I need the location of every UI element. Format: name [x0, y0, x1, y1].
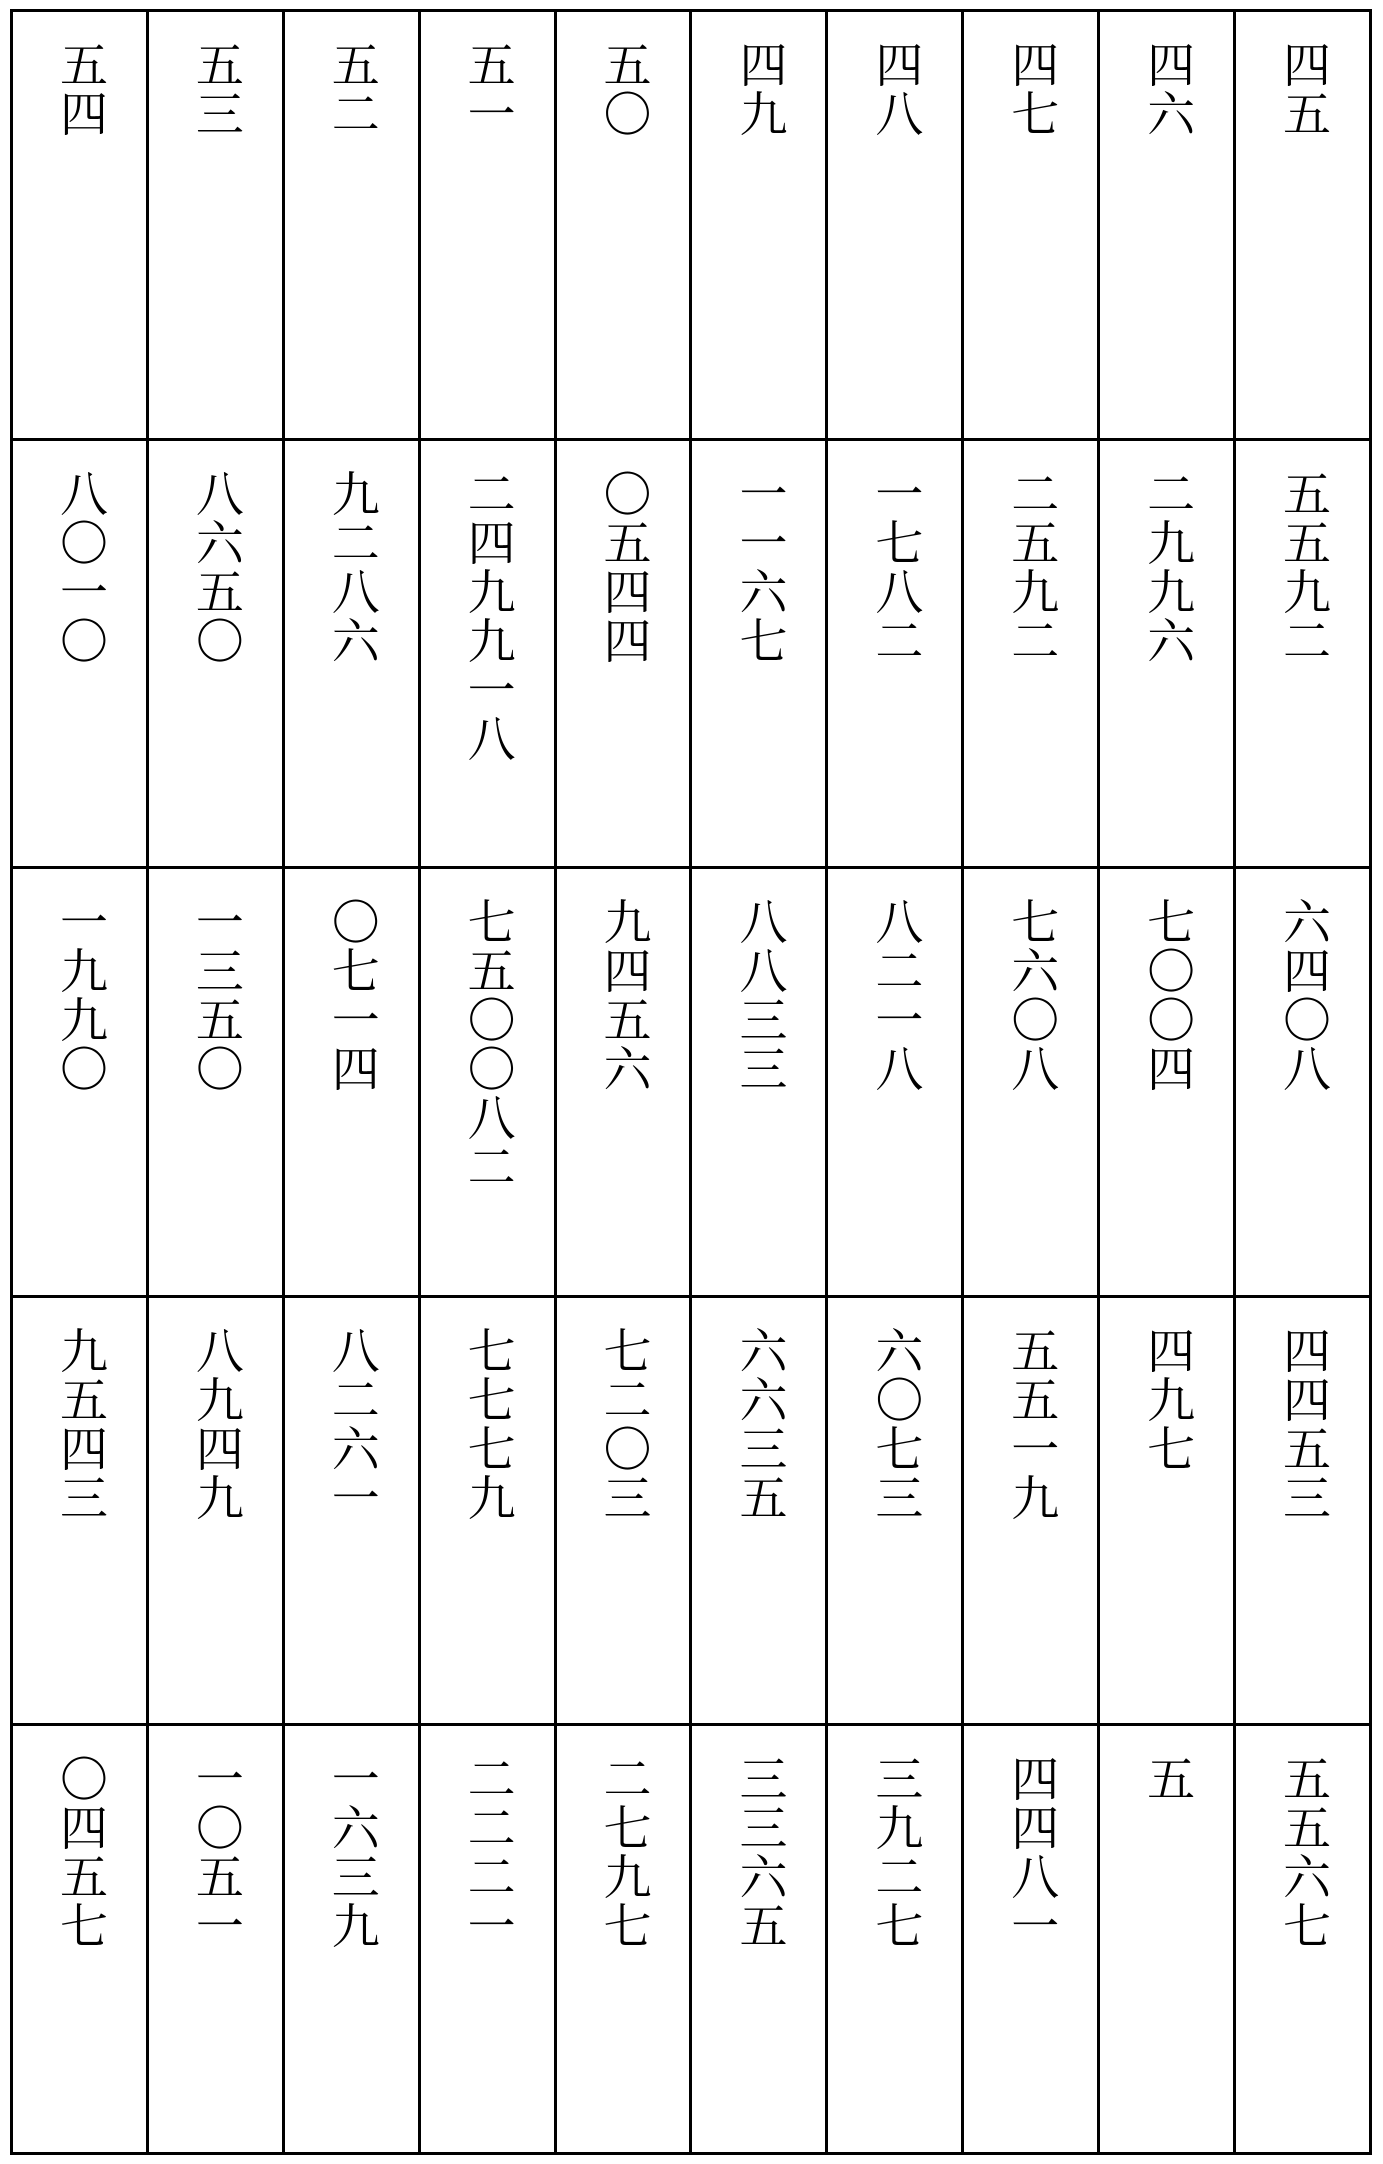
table-cell: [964, 1298, 1100, 1727]
table-cell: [149, 441, 285, 870]
cell-value: 一一六七: [730, 468, 787, 665]
cell-value: 七〇〇四: [1138, 897, 1195, 1094]
cell-value: 〇七一四: [323, 897, 380, 1094]
column-number-label: 四八: [866, 40, 923, 138]
table-header-cell: [13, 12, 149, 441]
table-header-cell: [1236, 12, 1372, 441]
cell-value: 五五六七: [1274, 1754, 1331, 1951]
column-number-label: 五四: [51, 40, 108, 138]
cell-value: 二九九六: [1138, 468, 1195, 665]
column-number-label: 五三: [187, 40, 244, 138]
table-cell: [692, 1298, 828, 1727]
column-number-label: 四六: [1138, 40, 1195, 138]
table-cell: [285, 1726, 421, 2155]
table-header-cell: [149, 12, 285, 441]
table-cell: [421, 869, 557, 1298]
table-header-cell: [1100, 12, 1236, 441]
table-cell: [964, 1726, 1100, 2155]
cell-value: 九二八六: [323, 468, 380, 665]
table-cell: [557, 1298, 693, 1727]
cell-value: 四九七: [1138, 1325, 1195, 1473]
table-cell: [828, 1726, 964, 2155]
cell-value: 七二〇三: [595, 1325, 652, 1522]
table-cell: [285, 869, 421, 1298]
table-cell: [1236, 441, 1372, 870]
cell-value: 五五九二: [1274, 468, 1331, 665]
cell-value: 七七七九: [459, 1325, 516, 1522]
cell-value: 八二六一: [323, 1325, 380, 1522]
cell-value: 一〇五一: [187, 1754, 244, 1951]
column-number-label: 四五: [1274, 40, 1331, 138]
cell-value: 二四九九一八: [459, 468, 516, 763]
cell-value: 一三五〇: [187, 897, 244, 1094]
table-cell: [692, 869, 828, 1298]
table-cell: [421, 1726, 557, 2155]
cell-value: 〇五四四: [595, 468, 652, 665]
table-header-cell: [421, 12, 557, 441]
cell-value: 二五九二: [1002, 468, 1059, 665]
cell-value: 九四五六: [595, 897, 652, 1094]
cell-value: 八八三三: [730, 897, 787, 1094]
column-number-label: 五二: [323, 40, 380, 138]
column-number-label: 四七: [1002, 40, 1059, 138]
cell-value: 六〇七三: [866, 1325, 923, 1522]
cell-value: 二七九七: [595, 1754, 652, 1951]
cell-value: 八〇一〇: [51, 468, 108, 665]
table-header-cell: [285, 12, 421, 441]
cell-value: 六四〇八: [1274, 897, 1331, 1094]
table-cell: [149, 1726, 285, 2155]
table-cell: [149, 1298, 285, 1727]
table-cell: [1236, 869, 1372, 1298]
table-header-cell: [557, 12, 693, 441]
cell-value: 四四五三: [1274, 1325, 1331, 1522]
table-cell: [1100, 1298, 1236, 1727]
table-cell: [1100, 441, 1236, 870]
cell-value: 五: [1138, 1754, 1195, 1804]
column-number-label: 五一: [459, 40, 516, 138]
table-cell: [1100, 869, 1236, 1298]
table-cell: [964, 441, 1100, 870]
cell-value: 七五〇〇八二: [459, 897, 516, 1192]
numeral-table: [10, 9, 1372, 2155]
cell-value: 四四八一: [1002, 1754, 1059, 1951]
cell-value: 九五四三: [51, 1325, 108, 1522]
table-cell: [285, 1298, 421, 1727]
table-cell: [964, 869, 1100, 1298]
table-header-cell: [692, 12, 828, 441]
table-cell: [13, 1726, 149, 2155]
cell-value: 八九四九: [187, 1325, 244, 1522]
table-cell: [421, 441, 557, 870]
cell-value: 二二二一: [459, 1754, 516, 1951]
cell-value: 八六五〇: [187, 468, 244, 665]
table-cell: [557, 1726, 693, 2155]
table-cell: [1236, 1726, 1372, 2155]
table-cell: [13, 869, 149, 1298]
column-number-label: 五〇: [595, 40, 652, 138]
table-cell: [421, 1298, 557, 1727]
cell-value: 一九九〇: [51, 897, 108, 1094]
table-cell: [557, 869, 693, 1298]
table-cell: [13, 1298, 149, 1727]
table-cell: [149, 869, 285, 1298]
table-cell: [828, 869, 964, 1298]
table-cell: [1236, 1298, 1372, 1727]
table-cell: [13, 441, 149, 870]
table-cell: [828, 1298, 964, 1727]
cell-value: 一六三九: [323, 1754, 380, 1951]
cell-value: 三九二七: [866, 1754, 923, 1951]
cell-value: 八二一八: [866, 897, 923, 1094]
column-number-label: 四九: [730, 40, 787, 138]
table-header-cell: [964, 12, 1100, 441]
table-cell: [285, 441, 421, 870]
table-cell: [557, 441, 693, 870]
cell-value: 七六〇八: [1002, 897, 1059, 1094]
table-cell: [692, 441, 828, 870]
table-cell: [692, 1726, 828, 2155]
cell-value: 〇四五七: [51, 1754, 108, 1951]
cell-value: 六六三五: [730, 1325, 787, 1522]
table-cell: [1100, 1726, 1236, 2155]
table-cell: [828, 441, 964, 870]
cell-value: 一七八二: [866, 468, 923, 665]
table-header-cell: [828, 12, 964, 441]
cell-value: 三三六五: [730, 1754, 787, 1951]
cell-value: 五五一九: [1002, 1325, 1059, 1522]
